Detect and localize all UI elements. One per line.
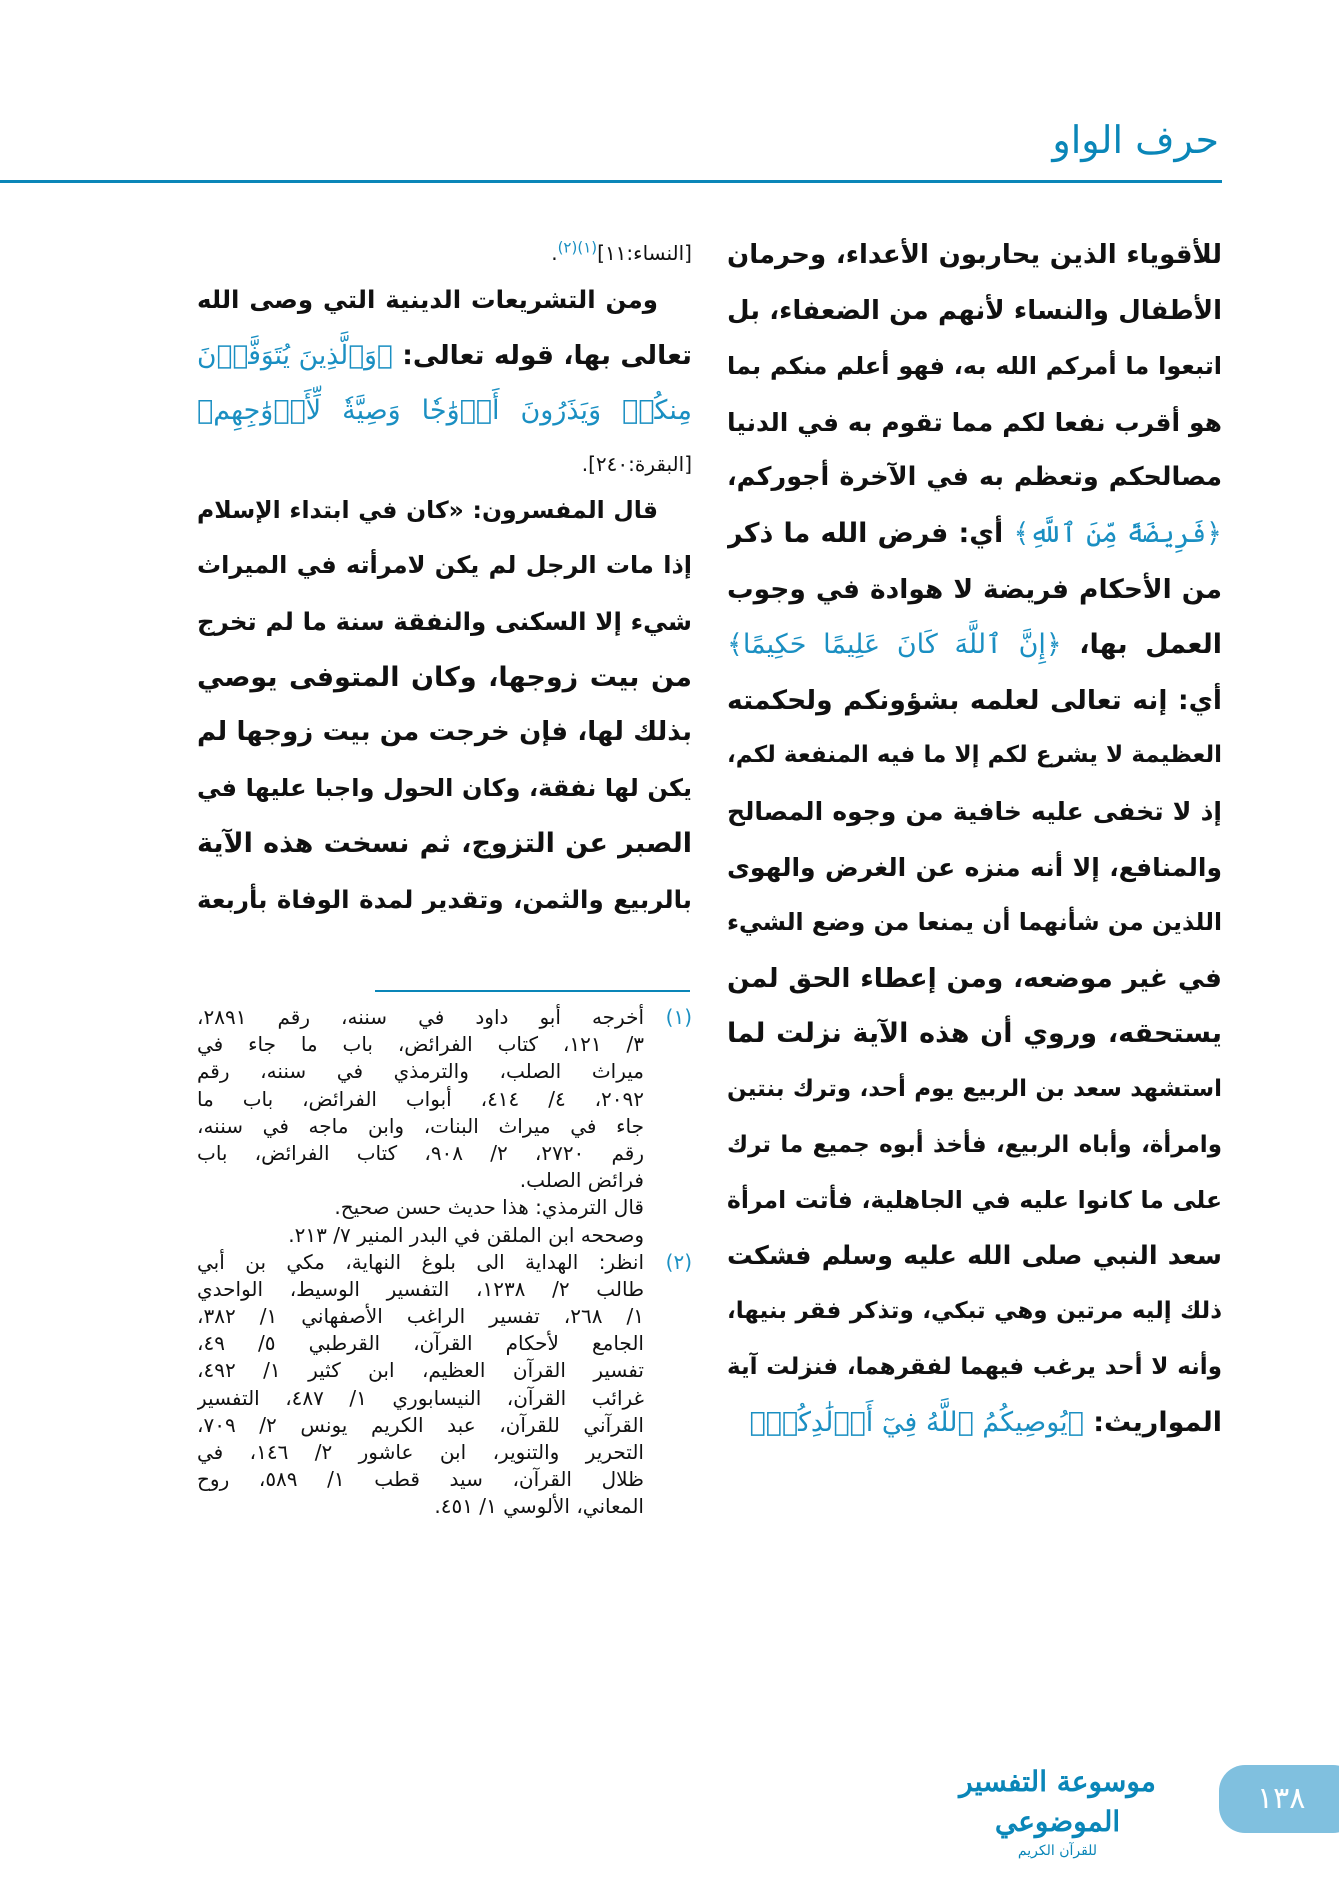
text-segment: اتبعوا ما أمركم الله به، فهو أعلم منكم بما — [727, 352, 1222, 381]
text-line — [197, 650, 692, 706]
text-line — [727, 840, 1222, 896]
text-segment: أي: إنه تعالى لعلمه بشؤونكم ولحكمته — [727, 684, 1222, 716]
text-line — [727, 562, 1222, 618]
text-segment: من الأحكام فريضة لا هوادة في وجوب — [727, 573, 1222, 605]
text-line — [197, 328, 692, 384]
footnote-line: تفسير القرآن العظيم، ابن كثير ١/ ٤٩٢، — [197, 1358, 644, 1383]
footnote-line: التحرير والتنوير، ابن عاشور ٢/ ١٤٦، في — [197, 1440, 644, 1464]
footnote-line: فرائض الصلب. — [519, 1168, 644, 1193]
text-line — [727, 1006, 1222, 1062]
text-line — [727, 951, 1222, 1007]
text-segment: العمل بها، — [1061, 629, 1222, 661]
text-segment: اللذين من شأنهما أن يمنعا من وضع الشيء — [727, 908, 1222, 937]
footnote-line: ظلال القرآن، سيد قطب ١/ ٥٨٩، روح — [197, 1467, 644, 1492]
text-segment: [البقرة:٢٤٠]. — [581, 451, 692, 476]
text-line — [727, 395, 1222, 451]
text-line — [727, 1062, 1222, 1118]
logo-subtitle: للقرآن الكريم — [1017, 1843, 1098, 1859]
text-line — [197, 483, 692, 539]
text-line — [727, 895, 1222, 951]
page-number: ١٣٨ — [1219, 1765, 1339, 1833]
text-line — [197, 872, 692, 928]
text-segment: الأطفال والنساء لأنهم من الضعفاء، بل — [727, 295, 1222, 326]
text-segment: من بيت زوجها، وكان المتوفى يوصي — [197, 661, 692, 693]
text-segment: مصالحكم وتعظم به في الآخرة أجوركم، — [727, 462, 1222, 493]
footnote-line: وصححه ابن الملقن في البدر المنير ٧/ ٢١٣. — [288, 1222, 644, 1247]
text-line — [727, 228, 1222, 284]
footnote — [197, 1004, 692, 1249]
text-segment: وأنه لا أحد يرغب فيهما لفقرهما، فنزلت آية — [727, 1353, 1222, 1380]
encyclopedia-logo — [930, 1762, 1185, 1860]
footnote-line: المعاني، الألوسي ١/ ٤٥١. — [434, 1494, 644, 1519]
text-segment: أي: فرض الله ما ذكر — [727, 517, 1014, 549]
text-line — [727, 339, 1222, 395]
footnote-line: ٢٠٩٢، ٤/ ٤١٤، أبواب الفرائض، باب ما — [197, 1086, 644, 1111]
text-segment: ذلك إليه مرتين وهي تبكي، وتذكر فقر بنيها، — [727, 1298, 1222, 1325]
text-line — [727, 1229, 1222, 1285]
footnote — [197, 1249, 692, 1521]
text-segment: [النساء:١١] — [597, 241, 692, 265]
text-line — [197, 383, 692, 439]
text-line — [727, 673, 1222, 729]
footnote-divider — [375, 990, 690, 992]
verse-citation — [197, 228, 692, 272]
text-line — [727, 1118, 1222, 1174]
text-line — [727, 284, 1222, 340]
left-text-column — [197, 228, 692, 928]
text-line — [197, 761, 692, 817]
text-segment: والمنافع، إلا أنه منزه عن الغرض والهوى — [727, 852, 1222, 882]
footnote-line: ١/ ٢٦٨، تفسير الراغب الأصفهاني ١/ ٣٨٢، — [197, 1304, 644, 1329]
text-line — [727, 1284, 1222, 1340]
footnote-line: القرآني للقرآن، عبد الكريم يونس ٢/ ٧٠٩، — [197, 1412, 644, 1437]
text-segment: إذا مات الرجل لم يكن لامرأته في الميراث — [197, 551, 692, 580]
text-line — [727, 506, 1222, 562]
text-line — [727, 1173, 1222, 1229]
text-line — [197, 705, 692, 761]
footnote-line: الجامع لأحكام القرآن، القرطبي ٥/ ٤٩، — [197, 1331, 644, 1356]
footnote-line: غرائب القرآن، النيسابوري ١/ ٤٨٧، التفسير — [197, 1385, 644, 1410]
text-segment: بالربيع والثمن، وتقدير لمدة الوفاة بأربعة — [197, 884, 692, 914]
footnote-line: ٣/ ١٢١، كتاب الفرائض، باب ما جاء في — [197, 1032, 644, 1057]
text-segment: . — [551, 241, 558, 265]
text-line — [197, 272, 692, 328]
text-segment: على ما كانوا عليه في الجاهلية، فأتت امرأة — [727, 1186, 1222, 1215]
text-segment: للأقوياء الذين يحاربون الأعداء، وحرمان — [727, 240, 1222, 270]
text-line — [727, 450, 1222, 506]
quran-verse: ﴿يُوصِيكُمُ ٱللَّهُ فِيٓ أَوۡلَٰدِكُمۡ﴾ — [749, 1407, 1084, 1439]
logo-title: موسوعة التفسير الموضوعي — [959, 1765, 1156, 1838]
chapter-title: حرف الواو — [1052, 118, 1219, 162]
text-segment: يستحقه، وروي أن هذه الآية نزلت لما — [727, 1018, 1222, 1050]
footnote-marker: (٢) — [665, 1249, 692, 1274]
footnote-line: جاء في ميراث البنات، وابن ماجه في سننه، — [197, 1113, 644, 1138]
text-line — [727, 1395, 1222, 1451]
text-line — [727, 617, 1222, 673]
text-segment: هو أقرب نفعا لكم مما تقوم به في الدنيا — [727, 407, 1222, 437]
quran-verse: ﴿إِنَّ ٱللَّهَ كَانَ عَلِيمًا حَكِيمًا﴾ — [727, 629, 1062, 661]
footnote-marker: (١) — [665, 1005, 692, 1029]
footnote-line: انظر: الهداية الى بلوغ النهاية، مكي بن أبي — [197, 1249, 644, 1274]
text-segment: إذ لا تخفى عليه خافية من وجوه المصالح — [727, 796, 1222, 826]
footnote-line: ميراث الصلب، والترمذي في سننه، رقم — [197, 1059, 644, 1084]
quran-verse: مِنكُمۡ وَيَذَرُونَ أَزۡوَٰجٗا وَصِيَّةٗ لِّأَزۡوَٰجِهِم﴾ — [197, 395, 692, 427]
text-segment: في غير موضعه، ومن إعطاء الحق لمن — [727, 962, 1222, 994]
text-segment: وامرأة، وأباه الربيع، فأخذ أبوه جميع ما ترك — [727, 1131, 1222, 1158]
footnote-reference: (١)(٢) — [557, 238, 598, 257]
header-divider — [0, 180, 1222, 183]
text-line — [727, 1340, 1222, 1396]
text-segment: المواريث: — [1083, 1407, 1222, 1439]
footnote-line: قال الترمذي: هذا حديث حسن صحيح. — [334, 1195, 644, 1220]
text-segment: سعد النبي صلى الله عليه وسلم فشكت — [727, 1240, 1222, 1271]
text-segment: قال المفسرون: «كان في ابتداء الإسلام — [197, 495, 658, 524]
text-line — [727, 728, 1222, 784]
text-segment: استشهد سعد بن الربيع يوم أحد، وترك بنتين — [727, 1075, 1222, 1102]
right-text-column — [727, 228, 1222, 1451]
verse-citation — [197, 439, 692, 483]
text-line — [197, 594, 692, 650]
text-line — [727, 784, 1222, 840]
footnote-line: طالب ٢/ ١٢٣٨، التفسير الوسيط، الواحدي — [197, 1276, 644, 1301]
text-segment: بذلك لها، فإن خرجت من بيت زوجها لم — [197, 717, 692, 748]
text-segment: ومن التشريعات الدينية التي وصى الله — [197, 285, 658, 314]
footnote-line: رقم ٢٧٢٠، ٢/ ٩٠٨، كتاب الفرائض، باب — [197, 1140, 644, 1165]
text-segment: شيء إلا السكنى والنفقة سنة ما لم تخرج — [197, 606, 692, 636]
text-segment: العظيمة لا يشرع لكم إلا ما فيه المنفعة لكم، — [727, 742, 1222, 769]
text-line — [197, 538, 692, 594]
text-line — [197, 816, 692, 872]
text-segment: الصبر عن التزوج، ثم نسخت هذه الآية — [197, 828, 692, 860]
quran-verse: ﴿فَرِيضَةً مِّنَ ٱللَّهِ﴾ — [1013, 517, 1222, 549]
text-segment: تعالى بها، قوله تعالى: — [392, 339, 692, 371]
footnotes — [197, 1004, 692, 1521]
quran-verse: ﴿وَٱلَّذِينَ يُتَوَفَّوۡنَ — [197, 339, 393, 371]
text-segment: يكن لها نفقة، وكان الحول واجبا عليها في — [197, 773, 692, 802]
footnote-line: أخرجه أبو داود في سننه، رقم ٢٨٩١، — [197, 1005, 644, 1029]
